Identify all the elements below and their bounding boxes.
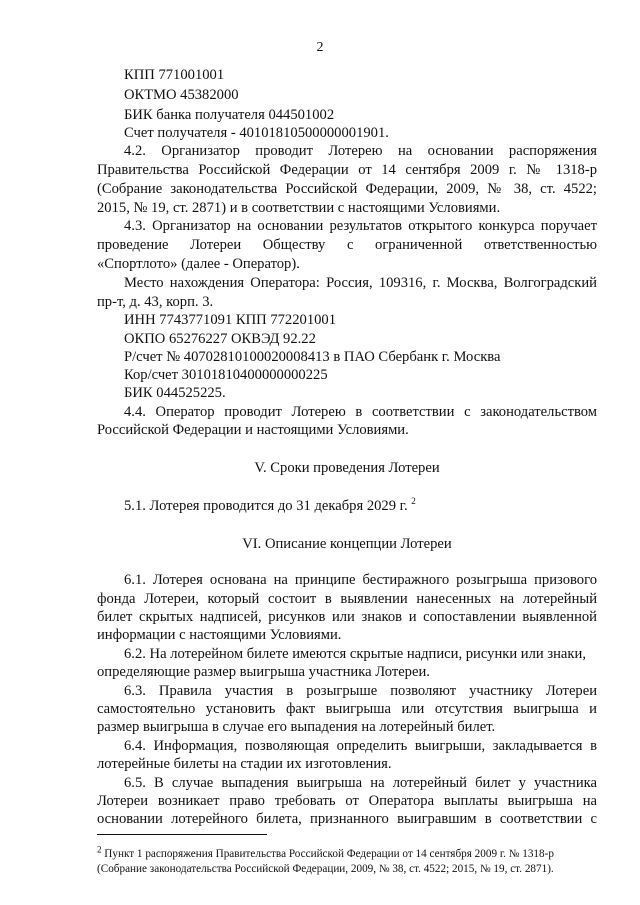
text-line: КПП 771001001 bbox=[124, 67, 225, 83]
text-line: 6.3. Правила участия в розыгрыше позволяют участнику Лотереи bbox=[124, 683, 597, 699]
text-line: БИК 044525225. bbox=[124, 385, 226, 401]
text-line: Место нахождения Оператора: Россия, 109316, г. Москва, Волгоградский bbox=[124, 275, 597, 291]
text-line: фонда Лотереи, который состоит в выявлении нанесенных на лотерейный bbox=[97, 591, 597, 607]
text-line: пр-т, д. 43, корп. 3. bbox=[97, 294, 214, 310]
text-line: основании лотерейного билета, признанного выигравшим в соответствии с bbox=[97, 811, 597, 827]
text-line-content: 5.1. Лотерея проводится до 31 декабря 2029 г. bbox=[124, 498, 408, 514]
text-line: самостоятельно установить факт выигрыша или отсутствия выигрыша и bbox=[97, 701, 597, 717]
text-line: размер выигрыша в случае его выпадения на лотерейный билет. bbox=[97, 719, 496, 735]
text-line: БИК банка получателя 044501002 bbox=[124, 107, 335, 123]
text-line: лотерейные билеты на стадии их изготовления. bbox=[97, 756, 392, 772]
text-line: 6.1. Лотерея основана на принципе бестиражного розыгрыша призового bbox=[124, 572, 597, 588]
text-line: 6.5. В случае выпадения выигрыша на лотерейный билет у участника bbox=[124, 775, 597, 791]
text-line: ИНН 7743771091 КПП 772201001 bbox=[124, 312, 337, 328]
section-heading: VI. Описание концепции Лотереи bbox=[242, 536, 452, 552]
section-heading: V. Сроки проведения Лотереи bbox=[254, 460, 440, 476]
text-line: Правительства Российской Федерации от 14 сентября 2009 г. № 1318-р bbox=[97, 162, 597, 178]
text-line: 4.4. Оператор проводит Лотерею в соответствии с законодательством bbox=[124, 404, 597, 420]
text-line: 4.3. Организатор на основании результатов открытого конкурса поручает bbox=[124, 218, 597, 234]
text-line bbox=[124, 497, 597, 515]
footnote-text: Пункт 1 распоряжения Правительства Российской Федерации от 14 сентября 2009 г. № 1318-р bbox=[104, 848, 554, 860]
footnote-line bbox=[97, 844, 597, 861]
text-line: Кор/счет 30101810400000000225 bbox=[124, 367, 328, 383]
footnote-ref: 2 bbox=[411, 496, 416, 507]
text-line: информации с настоящими Условиями. bbox=[97, 627, 342, 643]
footnote-line: (Собрание законодательства Российской Федерации, 2009, № 38, ст. 4522; 2015, № 19, ст. 2871). bbox=[97, 863, 554, 875]
text-line: билет скрытых надписей, рисунков или знаков и сопоставлении выявленной bbox=[97, 609, 597, 625]
text-line: ОКПО 65276227 ОКВЭД 92.22 bbox=[124, 331, 316, 347]
text-line: определяющие размер выигрыша участника Лотереи. bbox=[97, 664, 430, 680]
footnote-mark: 2 bbox=[97, 844, 102, 855]
text-line: Российской Федерации и настоящими Условиями. bbox=[97, 422, 409, 438]
text-line: Лотереи возникает право требовать от Оператора выплаты выигрыша на bbox=[97, 793, 597, 809]
text-line: 6.4. Информация, позволяющая определить выигрыши, закладывается в bbox=[124, 738, 597, 754]
text-line: проведение Лотереи Обществу с ограниченной ответственностью bbox=[97, 237, 597, 253]
text-line: 4.2. Организатор проводит Лотерею на основании распоряжения bbox=[124, 143, 597, 159]
text-line: 6.2. На лотерейном билете имеются скрытые надписи, рисунки или знаки, bbox=[124, 646, 586, 662]
text-line: (Собрание законодательства Российской Федерации, 2009, № 38, ст. 4522; bbox=[97, 181, 597, 197]
text-line: ОКТМО 45382000 bbox=[124, 87, 239, 103]
text-line: 2015, № 19, ст. 2871) и в соответствии с настоящими Условиями. bbox=[97, 200, 501, 216]
text-line: «Спортлото» (далее - Оператор). bbox=[97, 256, 300, 272]
text-line: Р/счет № 40702810100020008413 в ПАО Сбербанк г. Москва bbox=[124, 349, 501, 365]
text-line: Счет получателя - 40101810500000001901. bbox=[124, 125, 389, 141]
page-number: 2 bbox=[316, 40, 324, 55]
footnote-separator bbox=[97, 834, 267, 835]
